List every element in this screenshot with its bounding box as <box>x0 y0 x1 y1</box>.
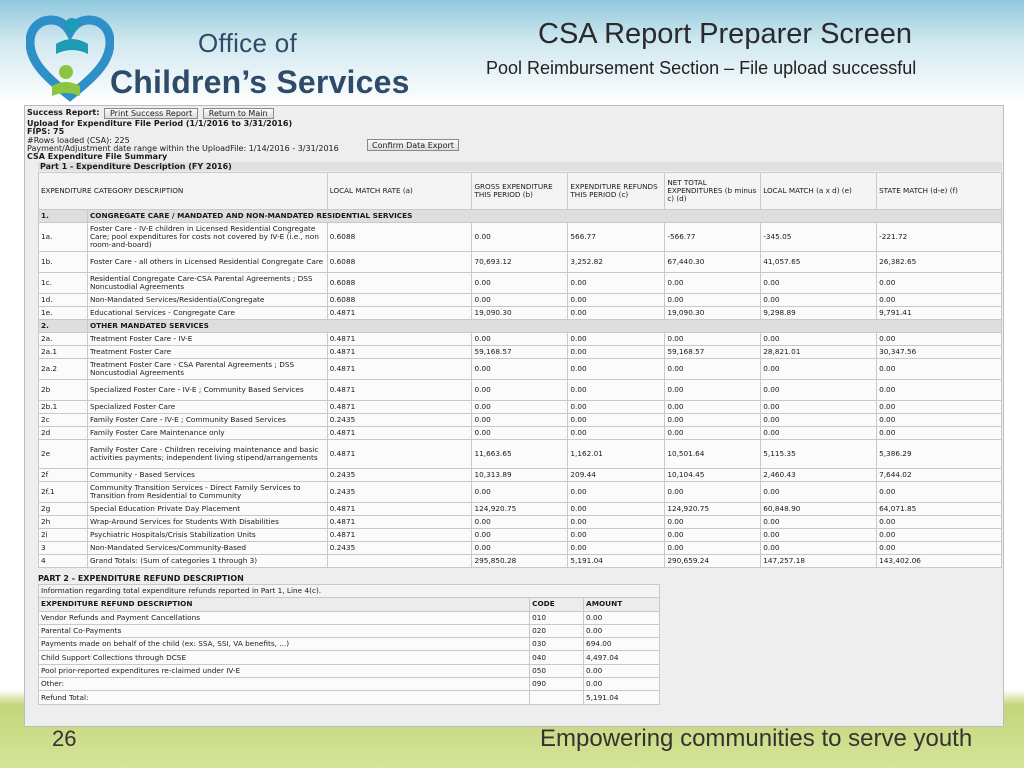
refund-description: Payments made on behalf of the child (ex: SSA, SSI, VA benefits, ...) <box>39 638 530 651</box>
row-value-a: 0.2435 <box>327 469 472 482</box>
row-value-c: 0.00 <box>568 273 665 294</box>
row-value-f: 0.00 <box>877 359 1002 380</box>
table-row <box>39 427 1002 440</box>
table-row <box>39 529 1002 542</box>
row-value-f: 0.00 <box>877 380 1002 401</box>
row-value-c: 0.00 <box>568 294 665 307</box>
row-value-b: 0.00 <box>472 294 568 307</box>
slide-subtitle: Pool Reimbursement Section – File upload successful <box>486 58 917 78</box>
row-description: Special Education Private Day Placement <box>87 503 327 516</box>
refund-description: Refund Total: <box>39 691 530 704</box>
row-value-f: 0.00 <box>877 516 1002 529</box>
row-value-e: 2,460.43 <box>761 469 877 482</box>
row-value-c: 5,191.04 <box>568 555 665 568</box>
table-row <box>39 555 1002 568</box>
fips-line: FIPS: 75 <box>27 127 65 136</box>
refund-code: 050 <box>530 664 584 677</box>
page-number: 26 <box>52 726 77 751</box>
row-value-d: 124,920.75 <box>665 503 761 516</box>
brand-line-office: Office of <box>198 28 298 58</box>
row-value-a: 0.4871 <box>327 307 472 320</box>
header-category: EXPENDITURE CATEGORY DESCRIPTION <box>39 173 328 210</box>
refund-row <box>39 624 660 637</box>
row-description: Foster Care - IV-E children in Licensed Residential Congregate Care; pool expenditures for costs not covered by IV-E (i.e., non room-and-board) <box>87 223 327 252</box>
row-value-c: 0.00 <box>568 346 665 359</box>
row-code: 3 <box>39 542 88 555</box>
refund-table <box>38 584 660 705</box>
table-row <box>39 346 1002 359</box>
section-row <box>39 320 1002 333</box>
row-value-b: 59,168.57 <box>472 346 568 359</box>
row-value-a: 0.6088 <box>327 273 472 294</box>
row-code: 2b <box>39 380 88 401</box>
row-description: Community - Based Services <box>87 469 327 482</box>
row-code: 2a. <box>39 333 88 346</box>
refund-header-amount: AMOUNT <box>584 598 660 611</box>
row-value-d: 0.00 <box>665 401 761 414</box>
row-value-b: 0.00 <box>472 414 568 427</box>
row-description: Family Foster Care Maintenance only <box>87 427 327 440</box>
section-title: OTHER MANDATED SERVICES <box>87 320 1001 333</box>
row-value-d: 0.00 <box>665 294 761 307</box>
table-row <box>39 307 1002 320</box>
summary-title: CSA Expenditure File Summary <box>27 152 168 161</box>
row-value-f: 5,386.29 <box>877 440 1002 469</box>
refund-code <box>530 691 584 704</box>
row-value-b: 70,693.12 <box>472 252 568 273</box>
refund-code: 010 <box>530 611 584 624</box>
refund-row <box>39 678 660 691</box>
row-value-c: 0.00 <box>568 503 665 516</box>
row-value-a: 0.2435 <box>327 542 472 555</box>
row-value-b: 11,663.65 <box>472 440 568 469</box>
row-value-e: 60,848.90 <box>761 503 877 516</box>
row-value-d: 0.00 <box>665 414 761 427</box>
row-value-e: 0.00 <box>761 294 877 307</box>
table-row <box>39 273 1002 294</box>
row-value-d: 0.00 <box>665 333 761 346</box>
confirm-data-export-button[interactable]: Confirm Data Export <box>367 139 459 151</box>
row-value-a: 0.2435 <box>327 414 472 427</box>
row-value-c: 209.44 <box>568 469 665 482</box>
row-value-a <box>327 555 472 568</box>
row-value-f: 0.00 <box>877 333 1002 346</box>
row-value-a: 0.4871 <box>327 380 472 401</box>
row-code: 2a.1 <box>39 346 88 359</box>
row-value-c: 0.00 <box>568 401 665 414</box>
row-code: 1. <box>39 210 88 223</box>
table-row <box>39 401 1002 414</box>
row-value-d: 10,104.45 <box>665 469 761 482</box>
row-value-d: 0.00 <box>665 542 761 555</box>
row-value-a: 0.4871 <box>327 333 472 346</box>
row-value-e: 0.00 <box>761 529 877 542</box>
row-code: 2f <box>39 469 88 482</box>
header-local-match: LOCAL MATCH (a x d) (e) <box>761 173 877 210</box>
row-value-e: 0.00 <box>761 401 877 414</box>
header-gross-expenditure: GROSS EXPENDITURE THIS PERIOD (b) <box>472 173 568 210</box>
row-value-b: 0.00 <box>472 380 568 401</box>
row-description: Foster Care - all others in Licensed Residential Congregate Care <box>87 252 327 273</box>
row-value-e: 0.00 <box>761 359 877 380</box>
row-value-e: 0.00 <box>761 427 877 440</box>
table-row <box>39 516 1002 529</box>
print-success-report-button[interactable]: Print Success Report <box>104 108 198 119</box>
table-row <box>39 359 1002 380</box>
refund-code: 090 <box>530 678 584 691</box>
row-value-b: 295,850.28 <box>472 555 568 568</box>
row-description: Wrap-Around Services for Students With Disabilities <box>87 516 327 529</box>
header-local-match-rate: LOCAL MATCH RATE (a) <box>327 173 472 210</box>
row-value-b: 10,313.89 <box>472 469 568 482</box>
refund-amount: 0.00 <box>584 664 660 677</box>
row-value-a: 0.4871 <box>327 359 472 380</box>
refund-description: Other: <box>39 678 530 691</box>
row-value-b: 0.00 <box>472 223 568 252</box>
row-value-e: 0.00 <box>761 542 877 555</box>
row-description: Treatment Foster Care <box>87 346 327 359</box>
row-value-d: 290,659.24 <box>665 555 761 568</box>
row-value-e: -345.05 <box>761 223 877 252</box>
refund-amount: 0.00 <box>584 624 660 637</box>
row-description: Educational Services - Congregate Care <box>87 307 327 320</box>
row-value-e: 0.00 <box>761 414 877 427</box>
row-value-c: 0.00 <box>568 414 665 427</box>
row-value-a: 0.4871 <box>327 529 472 542</box>
row-description: Treatment Foster Care - CSA Parental Agreements ; DSS Noncustodial Agreements <box>87 359 327 380</box>
section-row <box>39 210 1002 223</box>
row-value-a: 0.4871 <box>327 346 472 359</box>
row-value-d: 0.00 <box>665 482 761 503</box>
slide-title: CSA Report Preparer Screen <box>538 18 912 50</box>
refund-description: Vendor Refunds and Payment Cancellations <box>39 611 530 624</box>
row-value-d: 0.00 <box>665 427 761 440</box>
row-value-d: 0.00 <box>665 529 761 542</box>
row-value-f: 0.00 <box>877 273 1002 294</box>
row-value-a: 0.6088 <box>327 294 472 307</box>
row-value-b: 124,920.75 <box>472 503 568 516</box>
upload-period-line: Upload for Expenditure File Period (1/1/2016 to 3/31/2016) <box>27 119 293 128</box>
row-value-a: 0.6088 <box>327 223 472 252</box>
row-code: 2e <box>39 440 88 469</box>
row-description: Family Foster Care - Children receiving maintenance and basic activities payments; independent living stipend/arrangements <box>87 440 327 469</box>
part2-title: PART 2 - EXPENDITURE REFUND DESCRIPTION <box>38 574 244 583</box>
row-code: 1d. <box>39 294 88 307</box>
row-value-c: 0.00 <box>568 333 665 346</box>
row-value-f: 26,382.65 <box>877 252 1002 273</box>
row-value-e: 0.00 <box>761 516 877 529</box>
row-value-f: 0.00 <box>877 414 1002 427</box>
table-row <box>39 482 1002 503</box>
row-value-b: 0.00 <box>472 359 568 380</box>
expenditure-table-header <box>39 173 1002 210</box>
row-value-f: 7,644.02 <box>877 469 1002 482</box>
row-value-e: 0.00 <box>761 273 877 294</box>
row-description: Treatment Foster Care - IV-E <box>87 333 327 346</box>
part1-title: Part 1 - Expenditure Description (FY 2016) <box>38 162 1002 171</box>
row-value-d: 0.00 <box>665 273 761 294</box>
row-description: Psychiatric Hospitals/Crisis Stabilization Units <box>87 529 327 542</box>
refund-header-desc: EXPENDITURE REFUND DESCRIPTION <box>39 598 530 611</box>
row-value-d: 19,090.30 <box>665 307 761 320</box>
table-row <box>39 252 1002 273</box>
row-value-c: 566.77 <box>568 223 665 252</box>
row-value-c: 1,162.01 <box>568 440 665 469</box>
date-range-line: Payment/Adjustment date range within the UploadFile: 1/14/2016 - 3/31/2016 <box>27 144 339 153</box>
refund-description: Pool prior-reported expenditures re-claimed under IV-E <box>39 664 530 677</box>
table-row <box>39 414 1002 427</box>
row-value-b: 0.00 <box>472 333 568 346</box>
row-code: 2g <box>39 503 88 516</box>
row-value-f: 143,402.06 <box>877 555 1002 568</box>
row-description: Specialized Foster Care <box>87 401 327 414</box>
table-row <box>39 542 1002 555</box>
row-value-b: 0.00 <box>472 427 568 440</box>
refund-table-header <box>39 598 660 611</box>
row-value-b: 0.00 <box>472 482 568 503</box>
refund-code: 030 <box>530 638 584 651</box>
table-row <box>39 380 1002 401</box>
refund-amount: 694.00 <box>584 638 660 651</box>
refund-row <box>39 651 660 664</box>
success-report-panel <box>24 105 1004 727</box>
header-expenditure-refunds: EXPENDITURE REFUNDS THIS PERIOD (c) <box>568 173 665 210</box>
success-report-label: Success Report: <box>27 108 100 117</box>
row-code: 2d <box>39 427 88 440</box>
row-description: Grand Totals: (Sum of categories 1 through 3) <box>87 555 327 568</box>
row-description: Family Foster Care - IV-E ; Community Based Services <box>87 414 327 427</box>
row-code: 2. <box>39 320 88 333</box>
row-value-b: 0.00 <box>472 401 568 414</box>
table-row <box>39 469 1002 482</box>
row-value-e: 0.00 <box>761 482 877 503</box>
childrens-services-logo-icon <box>26 12 114 104</box>
row-value-d: 67,440.30 <box>665 252 761 273</box>
refund-amount: 5,191.04 <box>584 691 660 704</box>
row-value-f: -221.72 <box>877 223 1002 252</box>
row-value-f: 0.00 <box>877 542 1002 555</box>
row-value-e: 5,115.35 <box>761 440 877 469</box>
table-row <box>39 503 1002 516</box>
row-code: 1e. <box>39 307 88 320</box>
row-description: Non-Mandated Services/Community-Based <box>87 542 327 555</box>
row-value-c: 0.00 <box>568 482 665 503</box>
row-value-d: 10,501.64 <box>665 440 761 469</box>
row-value-a: 0.4871 <box>327 503 472 516</box>
row-value-c: 0.00 <box>568 516 665 529</box>
footer-tagline: Empowering communities to serve youth <box>540 725 973 752</box>
row-code: 1c. <box>39 273 88 294</box>
row-description: Specialized Foster Care - IV-E ; Community Based Services <box>87 380 327 401</box>
refund-amount: 0.00 <box>584 611 660 624</box>
row-value-f: 0.00 <box>877 427 1002 440</box>
row-description: Residential Congregate Care-CSA Parental Agreements ; DSS Noncustodial Agreements <box>87 273 327 294</box>
refund-description: Child Support Collections through DCSE <box>39 651 530 664</box>
row-value-f: 0.00 <box>877 401 1002 414</box>
row-value-f: 0.00 <box>877 294 1002 307</box>
row-value-c: 0.00 <box>568 307 665 320</box>
rows-loaded-line: #Rows loaded (CSA): 225 <box>27 136 130 145</box>
row-description: Community Transition Services - Direct Family Services to Transition from Residential to Community <box>87 482 327 503</box>
row-value-d: 0.00 <box>665 380 761 401</box>
refund-row <box>39 691 660 704</box>
refund-row <box>39 611 660 624</box>
refund-row <box>39 638 660 651</box>
row-value-e: 9,298.89 <box>761 307 877 320</box>
expenditure-table <box>38 172 1002 568</box>
row-value-b: 0.00 <box>472 529 568 542</box>
section-title: CONGREGATE CARE / MANDATED AND NON-MANDATED RESIDENTIAL SERVICES <box>87 210 1001 223</box>
row-value-d: 0.00 <box>665 516 761 529</box>
row-code: 4 <box>39 555 88 568</box>
row-value-a: 0.4871 <box>327 401 472 414</box>
row-value-c: 0.00 <box>568 380 665 401</box>
row-value-c: 0.00 <box>568 359 665 380</box>
row-code: 2h <box>39 516 88 529</box>
refund-code: 040 <box>530 651 584 664</box>
table-row <box>39 223 1002 252</box>
row-value-b: 0.00 <box>472 516 568 529</box>
row-value-a: 0.4871 <box>327 516 472 529</box>
table-row <box>39 333 1002 346</box>
refund-amount: 4,497.04 <box>584 651 660 664</box>
row-value-c: 3,252.82 <box>568 252 665 273</box>
header-net-total: NET TOTAL EXPENDITURES (b minus c) (d) <box>665 173 761 210</box>
row-value-a: 0.6088 <box>327 252 472 273</box>
row-code: 2f.1 <box>39 482 88 503</box>
table-row <box>39 440 1002 469</box>
row-value-c: 0.00 <box>568 542 665 555</box>
row-code: 2a.2 <box>39 359 88 380</box>
row-value-d: 59,168.57 <box>665 346 761 359</box>
refund-code: 020 <box>530 624 584 637</box>
return-to-main-button[interactable]: Return to Main <box>203 108 274 119</box>
row-value-a: 0.4871 <box>327 440 472 469</box>
row-value-f: 0.00 <box>877 482 1002 503</box>
refund-header-code: CODE <box>530 598 584 611</box>
row-value-f: 64,071.85 <box>877 503 1002 516</box>
row-value-b: 0.00 <box>472 542 568 555</box>
row-value-c: 0.00 <box>568 427 665 440</box>
row-code: 2c <box>39 414 88 427</box>
row-value-e: 41,057.65 <box>761 252 877 273</box>
row-value-f: 30,347.56 <box>877 346 1002 359</box>
row-code: 2b.1 <box>39 401 88 414</box>
row-value-e: 28,821.01 <box>761 346 877 359</box>
row-value-a: 0.2435 <box>327 482 472 503</box>
row-value-e: 0.00 <box>761 333 877 346</box>
row-value-e: 147,257.18 <box>761 555 877 568</box>
refund-amount: 0.00 <box>584 678 660 691</box>
row-code: 1a. <box>39 223 88 252</box>
row-value-d: -566.77 <box>665 223 761 252</box>
row-value-a: 0.4871 <box>327 427 472 440</box>
row-value-b: 19,090.30 <box>472 307 568 320</box>
row-code: 2i <box>39 529 88 542</box>
row-value-e: 0.00 <box>761 380 877 401</box>
refund-row <box>39 664 660 677</box>
success-report-header <box>27 108 274 119</box>
header-state-match: STATE MATCH (d-e) (f) <box>877 173 1002 210</box>
row-value-c: 0.00 <box>568 529 665 542</box>
row-value-f: 9,791.41 <box>877 307 1002 320</box>
table-row <box>39 294 1002 307</box>
row-value-d: 0.00 <box>665 359 761 380</box>
brand-line-childrens-services: Children’s Services <box>110 64 410 100</box>
row-code: 1b. <box>39 252 88 273</box>
row-description: Non-Mandated Services/Residential/Congregate <box>87 294 327 307</box>
row-value-b: 0.00 <box>472 273 568 294</box>
refund-description: Parental Co-Payments <box>39 624 530 637</box>
part2-info: Information regarding total expenditure refunds reported in Part 1, Line 4(c). <box>39 585 660 598</box>
row-value-f: 0.00 <box>877 529 1002 542</box>
